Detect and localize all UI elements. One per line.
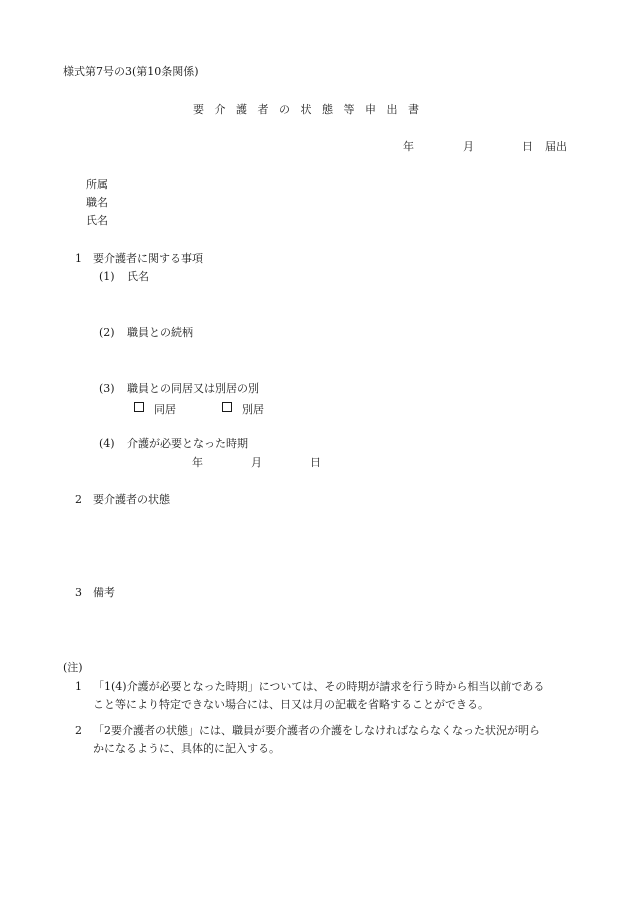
section1-number: 1 xyxy=(75,252,82,265)
note1-line1: 「1(4)介護が必要となった時期」については、その時期が請求を行う時から相当以前である xyxy=(93,680,545,693)
section3-number: 3 xyxy=(75,586,82,599)
form-number: 様式第7号の3(第10条関係) xyxy=(63,65,199,78)
item2-label: 職員との続柄 xyxy=(127,326,193,339)
care-start-year-label: 年 xyxy=(192,456,203,469)
date-day-label: 日 xyxy=(522,140,533,153)
care-start-day-label: 日 xyxy=(310,456,321,469)
note2-line2: かになるように、具体的に記入する。 xyxy=(93,742,280,755)
date-month-label: 月 xyxy=(463,140,474,153)
item1-label: 氏名 xyxy=(127,270,149,283)
notes-heading: (注) xyxy=(63,661,83,674)
item1-number: (1) xyxy=(99,270,115,283)
note2-line1: 「2要介護者の状態」には、職員が要介護者の介護をしなければならなくなった状況が明ら xyxy=(93,724,540,737)
cohabiting-label: 同居 xyxy=(154,403,176,416)
cohabiting-checkbox[interactable] xyxy=(134,402,144,412)
item2-number: (2) xyxy=(99,326,115,339)
section1-title: 要介護者に関する事項 xyxy=(93,252,203,265)
note1-line2: こと等により特定できない場合には、日又は月の記載を省略することができる。 xyxy=(93,698,489,711)
care-start-month-label: 月 xyxy=(251,456,262,469)
section2-title: 要介護者の状態 xyxy=(93,493,170,506)
page-title: 要介護者の状態等申出書 xyxy=(193,103,430,116)
item3-label: 職員との同居又は別居の別 xyxy=(127,382,259,395)
section2-number: 2 xyxy=(75,493,82,506)
separate-label: 別居 xyxy=(242,403,264,416)
affiliation-label: 所属 xyxy=(86,178,108,191)
separate-checkbox[interactable] xyxy=(222,402,232,412)
note2-number: 2 xyxy=(75,724,82,737)
date-suffix: 届出 xyxy=(545,140,567,153)
note1-number: 1 xyxy=(75,680,82,693)
item4-number: (4) xyxy=(99,437,115,450)
date-year-label: 年 xyxy=(403,140,414,153)
position-label: 職名 xyxy=(86,196,108,209)
name-label: 氏名 xyxy=(86,214,108,227)
item4-label: 介護が必要となった時期 xyxy=(127,437,248,450)
section3-title: 備考 xyxy=(93,586,115,599)
item3-number: (3) xyxy=(99,382,115,395)
